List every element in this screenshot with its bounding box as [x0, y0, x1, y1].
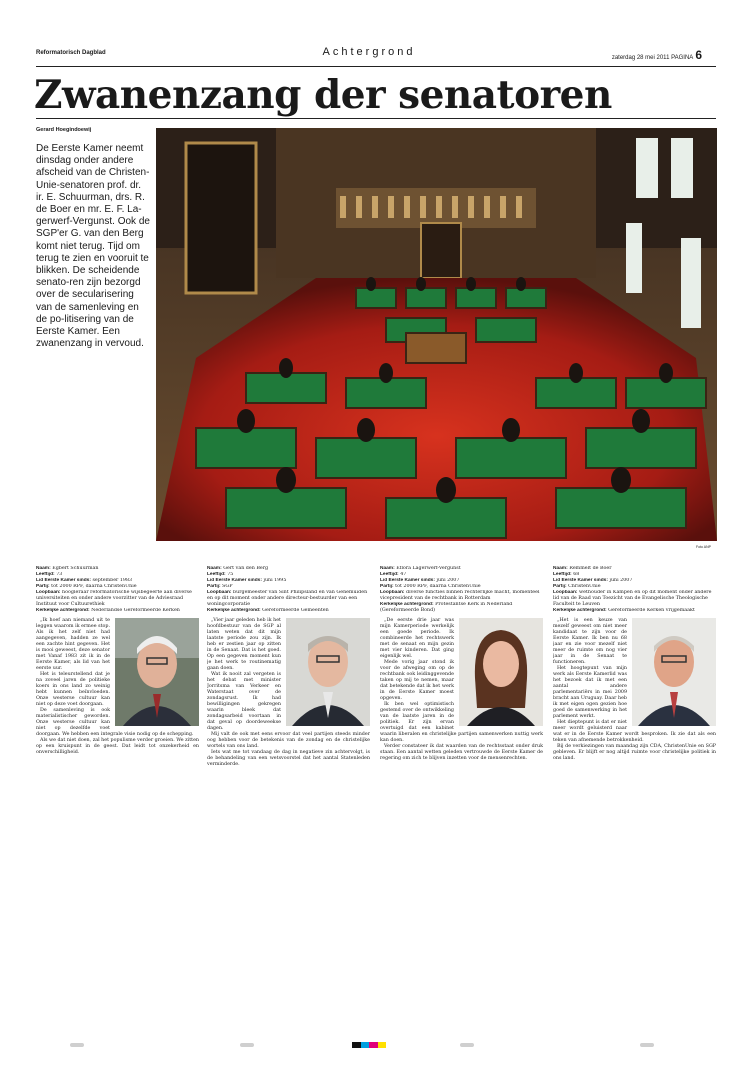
- fact-row: Leeftijd: 73: [36, 572, 63, 577]
- fact-row: Leeftijd: 75: [207, 572, 234, 577]
- profile-facts: [380, 566, 543, 614]
- fact-row: Kerkelijke achtergrond: Gereformeerde Gemeenten: [207, 608, 329, 613]
- profile-van-den-berg: [207, 566, 370, 1021]
- profile-de-boer: [553, 566, 716, 1021]
- portrait-lagerwerf: [459, 618, 543, 726]
- profile-body: „De eerste drie jaar was mijn Kamerperiode werkelijk een goede periode. Ik combineerde het rechtswerk met de senaat en mijn gezin met vier kinderen. Dat ging eigenlijk wel. Mede vorig jaar stond ik voor de afweging om op de rechtbank ook leidinggevende taken op mij te nemen, maar dat betekende dat ik het werk in de Eerste Kamer moest opgeven. Ik ben wel optimistisch gestemd over de ontwikkeling van de laatste jaren in de politiek. Er zijn ervan overtuigd dat een kabinet waarin liberalen en christelijke partijen samenwerken nuttig werk kan doen. Verder constateer ik dat waarden van de rechtsstaat onder druk staan. Een aantal wetten geleden vertrouwde de Eerste Kamer de regering om zich te blijven inzetten voor de mensenrechten.: [380, 618, 543, 761]
- profile-body: „Het is een keuze van mezelf geweest om niet meer kandidaat te zijn voor de Eerste Kamer. Ik ben nu 68 jaar en zie voor mezelf niet meer de ruimte om nog vier jaar in de Senaat te functioneren. Het hoogtepunt van mijn werk als Eerste Kamerlid was het bezoek dat ik met een aantal andere parlementariërs in mei 2009 bracht aan Uruguay. Daar heb ik met eigen ogen gezien hoe goed de samenwerking in het parlement werkt. Het dieptepunt is dat er niet meer wordt geluisterd naar wat er in de Eerste Kamer wordt besproken. Ik zie dat als een teken van afnemende betrokkenheid. Bij de verkiezingen van maandag zijn CDA, ChristenUnie en SGP gebleven. Er blijft er nog altijd ruimte voor christelijke politiek in ons land.: [553, 618, 716, 761]
- profile-facts: [207, 566, 370, 614]
- fact-row: Loopbaan: hoogleraar reformatorische wijsbegeerte aan diverse universiteiten en onder andere voorzitter van de Adviesraad Instituut voor Cultuurethiek: [36, 590, 192, 607]
- fact-row: Kerkelijke achtergrond: Nederlandse Gereformeerde Kerken: [36, 608, 180, 613]
- profile-body: „Vier jaar geleden heb ik het hoofdbestuur van de SGP al laten weten dat dit mijn laatste periode zou zijn. Ik heb er zestien jaar op zitten in de Senaat. Dat is het goed. Op een gegeven moment kun je het werk te routinematig gaan doen. Wat ik nooit zal vergeten is het debat met minister Jorritsma van Verkeer en Waterstaat over de zondagsrust. Ik had bewilligingen gekregen waarin bleek dat zondagsarbeid voortaan in dat geval op doordeweekse dagen. Mij valt de ook met eens ervoor dat veel partijen steeds minder oog hebben voor de betekenis van de zondag en de christelijke wortels van ons land. Iets wat me tot vandaag de dag in negatieve zin achtervolgt, is de behandeling van een wetsvoorstel dat het aantal Statenleden verminderde.: [207, 618, 370, 767]
- profile-facts: [553, 566, 716, 614]
- fact-row: Lid Eerste Kamer sinds: juni 1995: [207, 578, 287, 583]
- profile-facts: [36, 566, 199, 614]
- headline: Zwanenzang der senatoren: [34, 72, 612, 118]
- photo-credit: Foto ANP: [696, 545, 711, 549]
- fact-row: Partij: tot 2000 RPF, daarna ChristenUnie: [36, 584, 137, 589]
- fact-row: Loopbaan: burgemeester van Sint Philipsland en van Genemuiden en op dit moment onder andere directeur-bestuurder van een woningcorporatie: [207, 590, 368, 607]
- page-number: 6: [695, 48, 702, 62]
- fact-row: Loopbaan: wethouder in Kampen en op dit moment onder andere lid van de Raad van Toezicht van de Evangelische Theologische Faculteit te Leuven: [553, 590, 712, 607]
- page-header: [36, 44, 702, 66]
- senate-chamber-photo: [156, 128, 717, 541]
- fact-row: Naam: Eflora Lagerwerf-Vergunst: [380, 566, 461, 571]
- registration-mark: [460, 1043, 474, 1047]
- registration-mark: [240, 1043, 254, 1047]
- fact-row: Kerkelijke achtergrond: Gereformeerde Kerken vrijgemaakt: [553, 608, 695, 613]
- section-title: Achtergrond: [322, 46, 416, 58]
- fact-row: Naam: Gert van den Berg: [207, 566, 269, 571]
- portrait-schuurman: [115, 618, 199, 726]
- portrait-de-boer: [632, 618, 716, 726]
- profile-lagerwerf: [380, 566, 543, 1021]
- fact-row: Naam: Egbert Schuurman: [36, 566, 99, 571]
- fact-row: Leeftijd: 68: [553, 572, 580, 577]
- profile-schuurman: [36, 566, 199, 1021]
- issue-date: zaterdag 28 mei 2011 PAGINA 6: [611, 48, 702, 62]
- newspaper-name: Reformatorisch Dagblad: [36, 50, 106, 56]
- fact-row: Kerkelijke achtergrond: Protestantse Kerk in Nederland (Gereformeerde Bond): [380, 602, 513, 613]
- fact-row: Lid Eerste Kamer sinds: juni 2007: [380, 578, 460, 583]
- headline-rule: [36, 118, 716, 119]
- fact-row: Partij: tot 2000 RPF, daarna ChristenUnie: [380, 584, 481, 589]
- fact-row: Leeftijd: 47: [380, 572, 407, 577]
- fact-row: Lid Eerste Kamer sinds: juni 2007: [553, 578, 633, 583]
- profile-body: „Ik hoef aan niemand uit te leggen waarom ik ermee stop. Als ik het zelf niet had aangegeven, hadden ze wel een zachte hint gegeven. Het is mooi geweest, deze senator met Vanaf 1983 zit ik in de Eerste Kamer, als lid van het eerste uur. Het is teleurstellend dat je na zoveel jaren de politieke koers in ons land zo weinig hebt kunnen beïnvloeden. Onze westerse cultuur kan niet op deze voet doorgaan. De samenleving is ook materialistischer geworden. Onze westerse cultuur kan niet op dezelfde voet doorgaan. We hebben een integrale visie nodig op de schepping. Als we dat niet doen, zal het populisme verder groeien. We zitten op een kruispunt in de geest. Dat leidt tot onzekerheid en onverschilligheid.: [36, 618, 199, 755]
- color-bars: [352, 1042, 386, 1048]
- intro-text: De Eerste Kamer neemt dinsdag onder andere afscheid van de Christen-Unie-senatoren prof. dr. ir. E. Schuurman, drs. R. de Boer en mr. E. F. La-gerwerf-Vergunst. Ook de SGP'er G. van den Berg komt niet terug. Tijd om terug te zien en vooruit te blikken. De scheidende senato-ren zijn bezorgd over de secularisering van de samenleving en de po-litisering van de Eerste Kamer. Een zwanenzang in vervoud.: [36, 143, 150, 350]
- registration-mark: [640, 1043, 654, 1047]
- fact-row: Partij: SGP: [207, 584, 233, 589]
- fact-row: Loopbaan: diverse functies binnen rechterlijke macht, momenteel vicepresident van de rechtbank in Rotterdam: [380, 590, 540, 601]
- fact-row: Naam: Remmelt de Boer: [553, 566, 612, 571]
- registration-mark: [70, 1043, 84, 1047]
- header-rule: [36, 66, 716, 67]
- fact-row: Partij: ChristenUnie: [553, 584, 601, 589]
- portrait-van-den-berg: [286, 618, 370, 726]
- fact-row: Lid Eerste Kamer sinds: september 1983: [36, 578, 133, 583]
- byline: Gerard Hoegindoewij: [36, 127, 92, 133]
